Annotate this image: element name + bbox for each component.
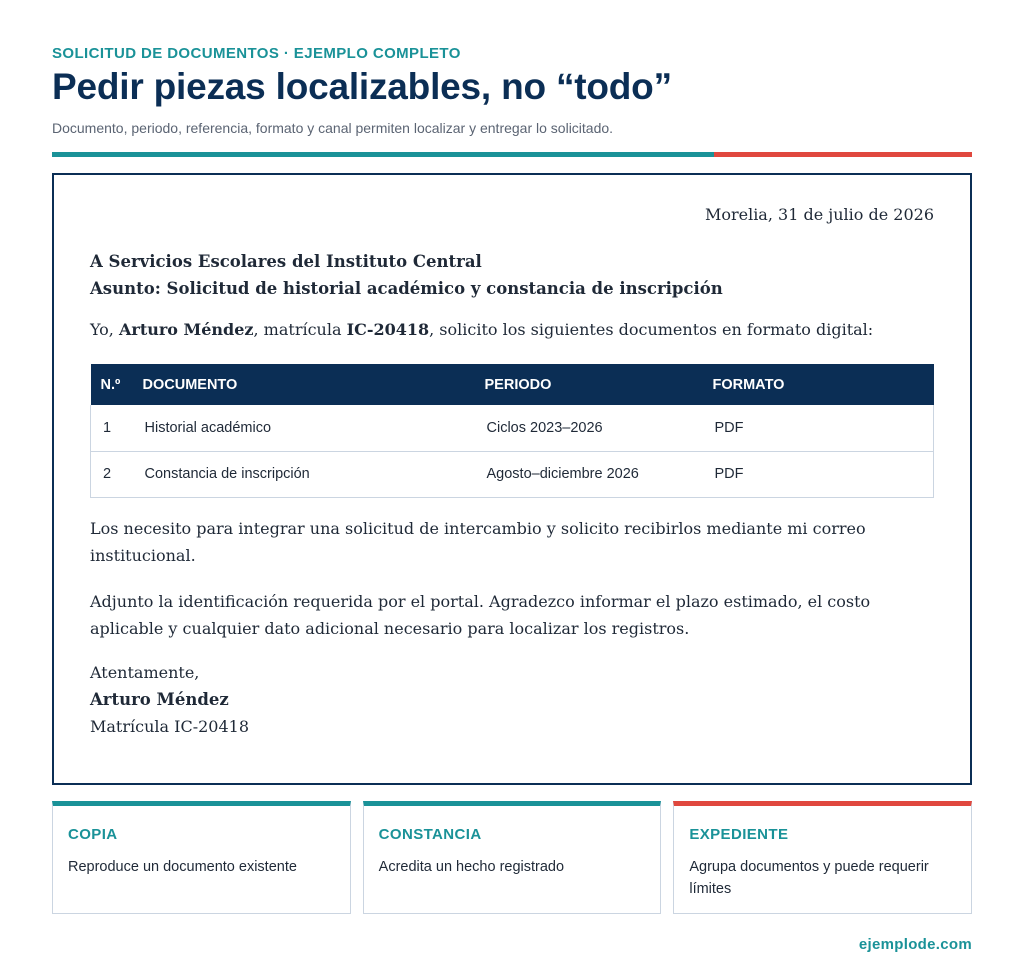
table-header-row bbox=[91, 364, 934, 405]
cell-document: Historial académico bbox=[133, 405, 475, 451]
col-header-period: PERIODO bbox=[475, 364, 703, 405]
card-text: Reproduce un documento existente bbox=[68, 859, 297, 875]
card-title: CONSTANCIA bbox=[378, 826, 482, 843]
letter-date: Morelia, 31 de julio de 2026 bbox=[704, 205, 934, 224]
table-row bbox=[91, 451, 934, 497]
intro-middle: , matrícula bbox=[253, 320, 347, 339]
eyebrow: SOLICITUD DE DOCUMENTOS · EJEMPLO COMPLETO bbox=[52, 45, 461, 62]
closing-salutation: Atentamente, bbox=[90, 663, 200, 682]
letter-paragraph-purpose: Los necesito para integrar una solicitud de intercambio y solicito recibirlos mediante mi correo institucional. bbox=[90, 519, 866, 565]
header-rule-red bbox=[714, 152, 972, 157]
intro-prefix: Yo, bbox=[90, 320, 119, 339]
header-rule-teal bbox=[52, 152, 714, 157]
cell-number: 1 bbox=[91, 405, 133, 451]
card-title: COPIA bbox=[68, 826, 118, 843]
page-subtitle: Documento, periodo, referencia, formato y canal permiten localizar y entregar lo solicitado. bbox=[52, 120, 614, 136]
letter-paragraph-attachment: Adjunto la identificación requerida por el portal. Agradezco informar el plazo estimado, el costo aplicable y cualquier dato adicional necesario para localizar los registros. bbox=[90, 592, 871, 638]
card-copia bbox=[52, 801, 351, 914]
cell-number: 2 bbox=[91, 451, 133, 497]
table-row bbox=[91, 405, 934, 451]
letter-heading bbox=[90, 248, 723, 302]
col-header-document: DOCUMENTO bbox=[133, 364, 475, 405]
letter-intro bbox=[90, 320, 873, 339]
card-text: Acredita un hecho registrado bbox=[378, 859, 565, 875]
letter-subject: Asunto: Solicitud de historial académico y constancia de inscripción bbox=[90, 279, 723, 298]
cell-period: Ciclos 2023–2026 bbox=[475, 405, 703, 451]
card-expediente bbox=[673, 801, 972, 914]
intro-name: Arturo Méndez bbox=[118, 320, 254, 339]
letter-closing bbox=[90, 659, 249, 740]
intro-suffix: , solicito los siguientes documentos en formato digital: bbox=[429, 320, 874, 339]
card-constancia bbox=[363, 801, 662, 914]
header-rule bbox=[52, 152, 972, 157]
page-title: Pedir piezas localizables, no “todo” bbox=[52, 66, 672, 107]
signature-name: Arturo Méndez bbox=[90, 690, 229, 709]
col-header-number: N.º bbox=[91, 364, 133, 405]
cell-format: PDF bbox=[703, 405, 934, 451]
card-text: Agrupa documentos y puede requerir límites bbox=[689, 859, 929, 897]
brand-link[interactable]: ejemplode.com bbox=[858, 936, 972, 953]
letter-card bbox=[52, 173, 972, 785]
definition-cards bbox=[52, 801, 972, 914]
cell-format: PDF bbox=[703, 451, 934, 497]
col-header-format: FORMATO bbox=[703, 364, 934, 405]
intro-id: IC-20418 bbox=[346, 320, 430, 339]
signature-id: Matrícula IC-20418 bbox=[90, 717, 249, 736]
letter-recipient: A Servicios Escolares del Instituto Central bbox=[90, 252, 482, 271]
card-title: EXPEDIENTE bbox=[689, 826, 789, 843]
cell-document: Constancia de inscripción bbox=[133, 451, 475, 497]
cell-period: Agosto–diciembre 2026 bbox=[475, 451, 703, 497]
documents-table bbox=[90, 364, 934, 498]
